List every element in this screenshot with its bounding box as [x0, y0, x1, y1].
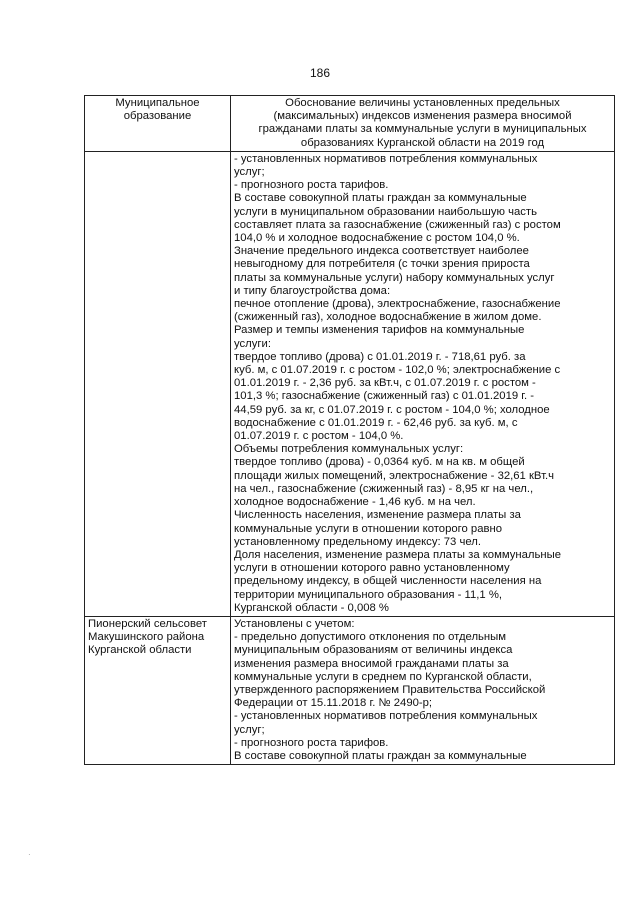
justification-line: куб. м, с 01.07.2019 г. с ростом - 102,0 %; электроснабжение с [234, 364, 561, 377]
justification-line: установленному предельному индексу: 73 чел. [234, 535, 481, 548]
justification-line: холодное водоснабжение - 1,46 куб. м на чел. [234, 496, 476, 509]
tariff-justification-table [84, 95, 615, 765]
justification-line: Установлены с учетом: [234, 617, 355, 630]
justification-line: твердое топливо (дрова) с 01.01.2019 г. - 718,61 руб. за [234, 350, 526, 363]
justification-line: услуг; [234, 723, 265, 736]
justification-line: площади жилых помещений, электроснабжение - 32,61 кВт.ч [234, 469, 555, 482]
justification-line: 44,59 руб. за кг, с 01.07.2019 г. с ростом - 104,0 %; холодное [234, 403, 550, 416]
justification-line: - установленных нормативов потребления коммунальных [234, 710, 538, 723]
justification-line: изменения размера вносимой гражданами платы за [234, 657, 509, 670]
justification-line: и типу благоустройства дома: [234, 284, 391, 297]
justification-line: Размер и темпы изменения тарифов на коммунальные [234, 324, 525, 337]
justification-line: 104,0 % и холодное водоснабжение с ростом 104,0 %. [234, 232, 520, 245]
table-header-row [85, 96, 615, 152]
table-row [85, 616, 615, 764]
justification-cell [231, 151, 615, 616]
justification-line: Значение предельного индекса соответствует наиболее [234, 245, 529, 258]
justification-line: 01.07.2019 г. с ростом - 104,0 %. [234, 430, 404, 443]
municipality-line: Курганской области [88, 644, 192, 657]
header-line: Обоснование величины установленных предельных [285, 97, 560, 109]
header-municipality [85, 96, 231, 152]
justification-line: предельному индексу, в общей численности населения на [234, 575, 542, 588]
justification-line: на чел., газоснабжение (сжиженный газ) - 8,95 кг на чел., [234, 482, 534, 495]
municipality-cell [85, 151, 231, 616]
justification-line: муниципальным образованиям от величины индекса [234, 644, 513, 657]
municipality-line: Пионерский сельсовет [88, 617, 207, 630]
justification-line: твердое топливо (дрова) - 0,0364 куб. м на кв. м общей [234, 456, 525, 469]
justification-line: Численность населения, изменение размера платы за [234, 509, 521, 522]
header-justification [231, 96, 615, 152]
header-line: образованиях Курганской области на 2019 год [300, 136, 545, 149]
header-line: образование [123, 110, 192, 123]
justification-line: - предельно допустимого отклонения по отдельным [234, 631, 507, 644]
justification-line: (сжиженный газ), холодное водоснабжение в жилом доме. [234, 311, 542, 324]
justification-line: Федерации от 15.11.2018 г. № 2490-р; [234, 697, 433, 710]
municipality-cell [85, 616, 231, 764]
header-line: Муниципальное [115, 97, 200, 109]
table-row [85, 151, 615, 616]
scan-artifact: · [28, 850, 31, 859]
justification-line: - прогнозного роста тарифов. [234, 736, 389, 749]
justification-line: составляет плата за газоснабжение (сжиженный газ) с ростом [234, 218, 561, 231]
justification-cell [231, 616, 615, 764]
header-line: гражданами платы за коммунальные услуги в муниципальных [258, 123, 587, 136]
justification-line: В составе совокупной платы граждан за коммунальные [234, 749, 527, 762]
justification-line: услуг; [234, 166, 265, 179]
justification-line: утвержденного распоряжением Правительства Российской [234, 683, 546, 696]
justification-line: 101,3 %; газоснабжение (сжиженный газ) с 01.01.2019 г. - [234, 390, 535, 403]
justification-line: невыгодному для потребителя (с точки зрения прироста [234, 258, 530, 271]
justification-line: платы за коммунальные услуги) набору коммунальных услуг [234, 271, 555, 284]
justification-line: коммунальные услуги в отношении которого равно [234, 522, 503, 535]
page-number: 186 [309, 66, 331, 80]
justification-line: территории муниципального образования - 11,1 %, [234, 588, 503, 601]
justification-line: коммунальные услуги в среднем по Курганской области, [234, 670, 532, 683]
justification-line: Доля населения, изменение размера платы за коммунальные [234, 548, 562, 561]
justification-line: услуги: [234, 337, 271, 350]
justification-line: - прогнозного роста тарифов. [234, 179, 389, 192]
justification-line: водоснабжение с 01.01.2019 г. - 62,46 руб. за куб. м, с [234, 416, 518, 429]
justification-line: Курганской области - 0,008 % [234, 601, 389, 614]
justification-line: В составе совокупной платы граждан за коммунальные [234, 192, 527, 205]
justification-line: 01.01.2019 г. - 2,36 руб. за кВт.ч, с 01.07.2019 г. с ростом - [234, 377, 536, 390]
justification-line: печное отопление (дрова), электроснабжение, газоснабжение [234, 298, 561, 311]
justification-line: Объемы потребления коммунальных услуг: [234, 443, 464, 456]
justification-line: услуги в муниципальном образовании наибольшую часть [234, 205, 537, 218]
justification-line: - установленных нормативов потребления коммунальных [234, 152, 538, 165]
header-line: (максимальных) индексов изменения размера вносимой [273, 110, 572, 123]
justification-line: услуги в отношении которого равно установленному [234, 562, 510, 575]
municipality-line: Макушинского района [88, 631, 205, 644]
